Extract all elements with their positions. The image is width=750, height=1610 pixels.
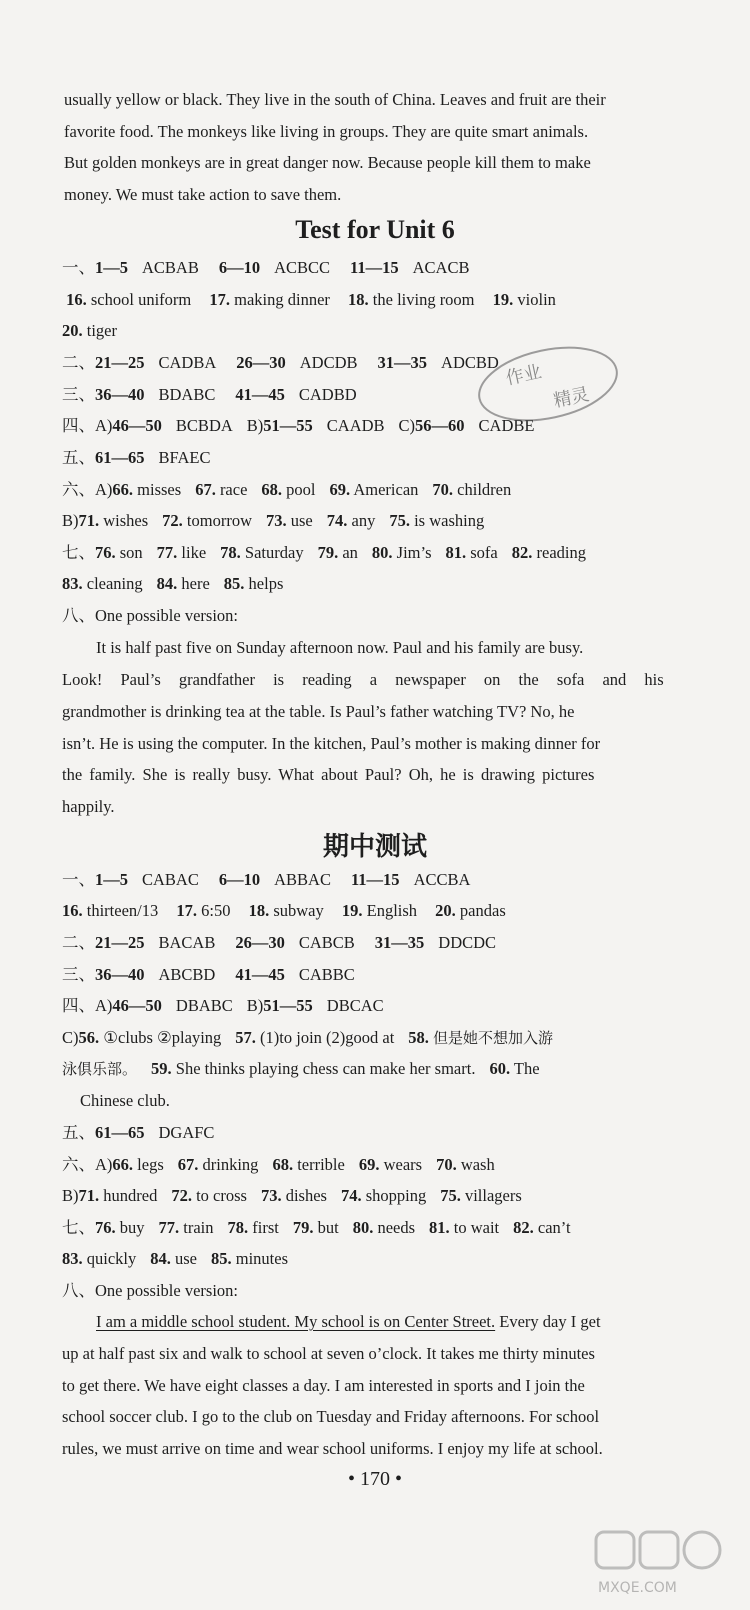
unit6-part2-row: 二、21—25 CADBA 26—30 ADCDB 31—35 ADCBD <box>62 353 499 372</box>
svg-text:精灵: 精灵 <box>551 383 592 412</box>
midterm-part4c-row-3: Chinese club. <box>80 1091 170 1110</box>
unit6-part4-row: 四、A)46—50 BCBDA B)51—55 CAADB C)56—60 CADBE <box>62 416 535 435</box>
unit6-essay-line-2: Look! Paul’s grandfather is reading a newspaper on the sofa and his <box>62 670 664 689</box>
unit6-essay-line-6: happily. <box>62 797 115 816</box>
unit6-essay-line-5: the family. She is really busy. What about Paul? Oh, he is drawing pictures <box>62 765 595 784</box>
midterm-essay-line-2: up at half past six and walk to school at seven o’clock. It takes me thirty minutes <box>62 1344 595 1363</box>
page-number: • 170 • <box>347 1468 402 1490</box>
midterm-part6b-row: B)71. hundred 72. to cross 73. dishes 74. shopping 75. villagers <box>62 1186 522 1205</box>
svg-text:MXQE.COM: MXQE.COM <box>598 1580 677 1596</box>
unit6-part8-label: 八、One possible version: <box>62 606 238 625</box>
midterm-part1b-row: 16. thirteen/13 17. 6:50 18. subway 19. English 20. pandas <box>62 901 506 920</box>
intro-line-1: usually yellow or black. They live in the south of China. Leaves and fruit are their <box>64 90 606 109</box>
range: 6—10 <box>218 258 261 277</box>
midterm-essay-line-5: rules, we must arrive on time and wear school uniforms. I enjoy my life at school. <box>62 1439 603 1458</box>
midterm-essay-line-4: school soccer club. I go to the club on Tuesday and Friday afternoons. For school <box>62 1407 600 1426</box>
answers: ACBAB <box>142 258 199 277</box>
svg-text:作业: 作业 <box>503 361 544 390</box>
part-label: 一、 <box>62 258 95 277</box>
unit6-part6b-row: B)71. wishes 72. tomorrow 73. use 74. any 75. is washing <box>62 511 485 530</box>
unit6-part7b-row: 83. cleaning 84. here 85. helps <box>62 574 284 593</box>
midterm-essay-line-3: to get there. We have eight classes a day. I am interested in sports and I join the <box>62 1376 585 1395</box>
section-title-unit6: Test for Unit 6 <box>295 215 455 244</box>
unit6-part5-row: 五、61—65 BFAEC <box>62 448 211 467</box>
unit6-part1c-row: 20. tiger <box>62 321 117 340</box>
midterm-part6a-row: 六、A)66. legs 67. drinking 68. terrible 69. wears 70. wash <box>62 1155 495 1174</box>
unit6-part3-row: 三、36—40 BDABC 41—45 CADBD <box>62 385 357 404</box>
midterm-part4c-row-1: C)56. ①clubs ②playing 57. (1)to join (2)good at 58. 但是她不想加入游 <box>62 1028 554 1047</box>
midterm-part4-row: 四、A)46—50 DBABC B)51—55 DBCAC <box>62 996 384 1015</box>
site-watermark-logo-icon <box>590 1522 730 1602</box>
midterm-part5-row: 五、61—65 DGAFC <box>62 1123 215 1142</box>
section-title-midterm: 期中测试 <box>322 832 427 862</box>
answers: ACACB <box>412 258 470 277</box>
intro-line-4: money. We must take action to save them. <box>64 185 342 204</box>
midterm-part4c-row-2: 泳俱乐部。 59. She thinks playing chess can make her smart. 60. The <box>62 1059 540 1078</box>
midterm-part1-row: 一、1—5 CABAC 6—10 ABBAC 11—15 ACCBA <box>62 870 471 889</box>
range: 11—15 <box>350 258 399 277</box>
unit6-essay-line-3: grandmother is drinking tea at the table. Is Paul’s father watching TV? No, he <box>62 702 575 721</box>
midterm-part3-row: 三、36—40 ABCBD 41—45 CABBC <box>62 965 355 984</box>
midterm-part7b-row: 83. quickly 84. use 85. minutes <box>62 1249 288 1268</box>
unit6-part1-row <box>62 257 470 279</box>
unit6-part1b-row: 16. school uniform 17. making dinner 18. the living room 19. violin <box>66 290 556 309</box>
range: 1—5 <box>95 258 128 277</box>
unit6-part7a-row: 七、76. son 77. like 78. Saturday 79. an 80. Jim’s 81. sofa 82. reading <box>62 543 586 562</box>
answers: ACBCC <box>274 258 331 277</box>
midterm-part7a-row: 七、76. buy 77. train 78. first 79. but 80. needs 81. to wait 82. can’t <box>62 1218 571 1237</box>
intro-line-2: favorite food. The monkeys like living in groups. They are quite smart animals. <box>64 122 589 141</box>
intro-line-3: But golden monkeys are in great danger now. Because people kill them to make <box>64 153 591 172</box>
unit6-part6a-row: 六、A)66. misses 67. race 68. pool 69. American 70. children <box>62 480 512 499</box>
stamp-logo-icon <box>468 334 628 434</box>
midterm-part8-label: 八、One possible version: <box>62 1281 238 1300</box>
unit6-essay-line-4: isn’t. He is using the computer. In the kitchen, Paul’s mother is making dinner for <box>62 734 601 753</box>
unit6-essay-line-1: It is half past five on Sunday afternoon now. Paul and his family are busy. <box>96 638 584 657</box>
midterm-essay-line-1: I am a middle school student. My school is on Center Street. Every day I get <box>96 1312 601 1331</box>
midterm-part2-row: 二、21—25 BACAB 26—30 CABCB 31—35 DDCDC <box>62 933 497 952</box>
